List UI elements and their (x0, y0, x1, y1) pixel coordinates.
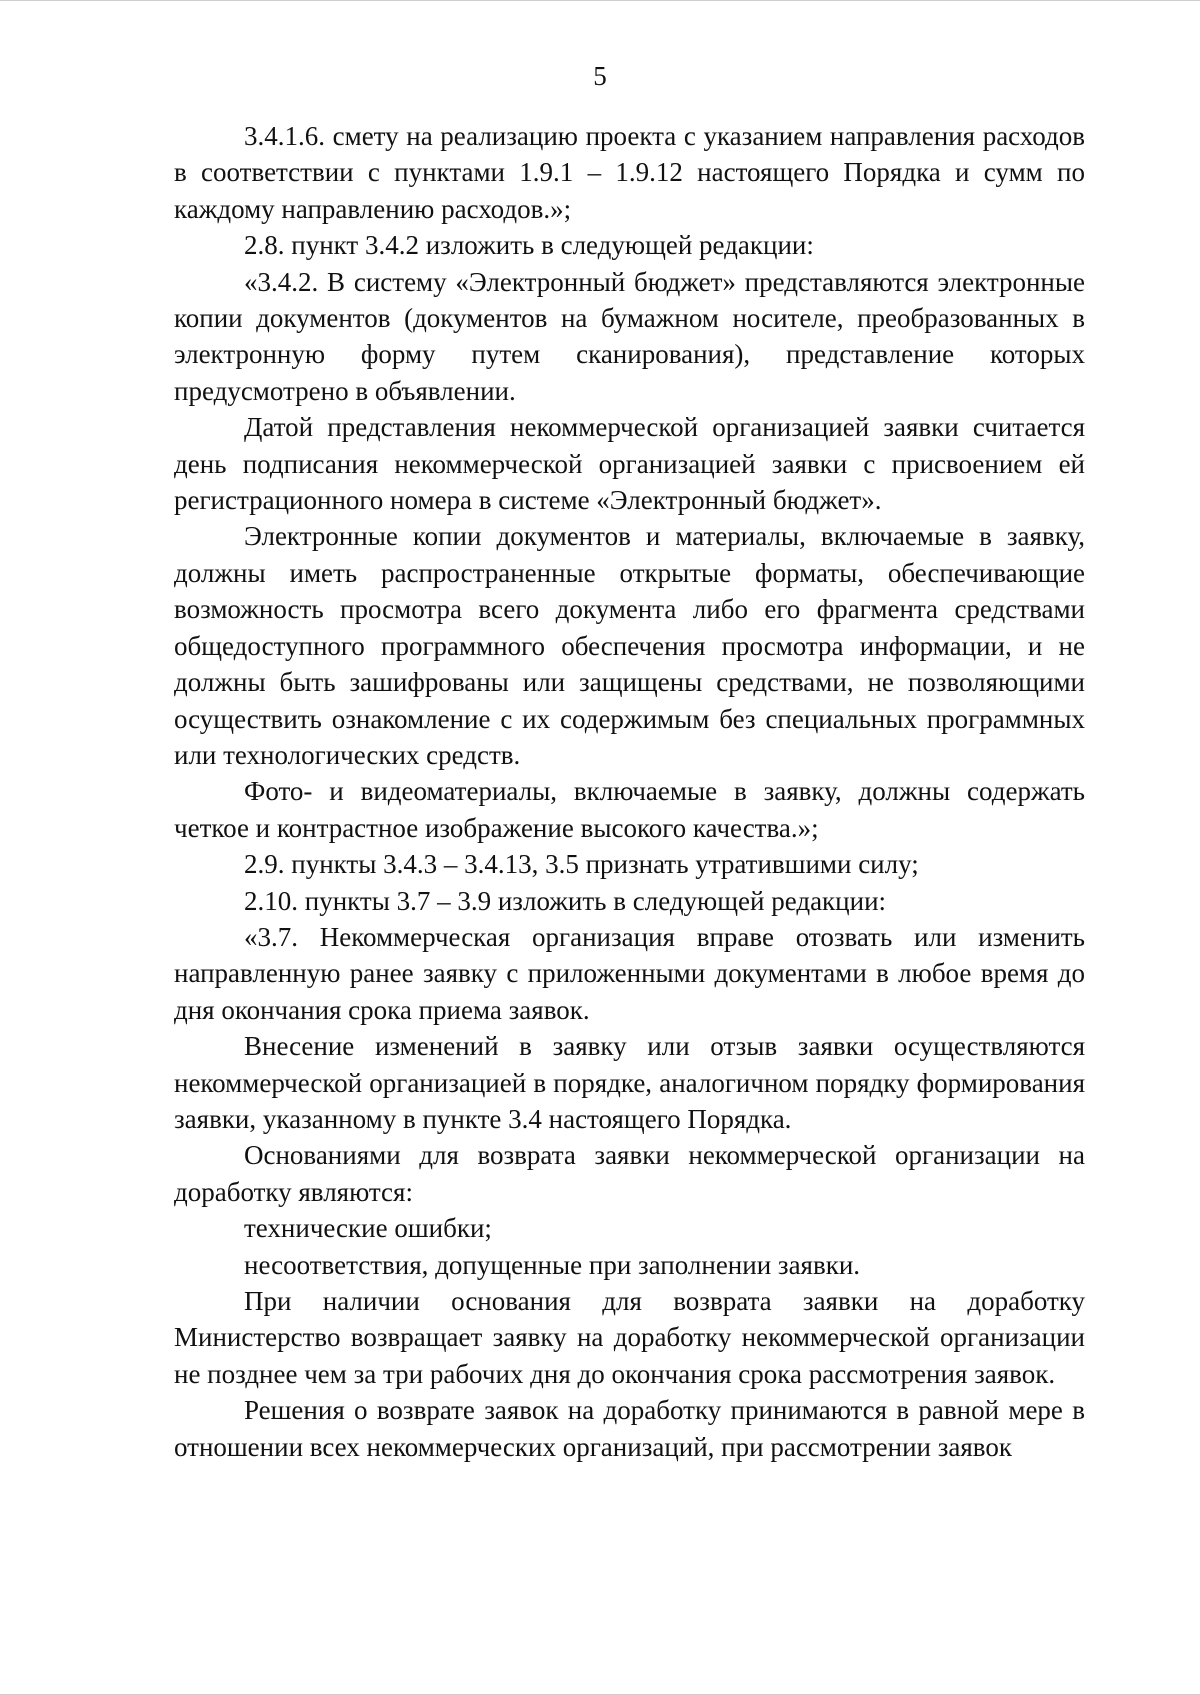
scan-edge-top (0, 0, 1200, 1)
paragraph-3-4-1-6: 3.4.1.6. смету на реализацию проекта с указанием направления расходов в соответствии с пунктами 1.9.1 – 1.9.12 настоящего Порядка и сумм по каждому направлению расходов.»; (174, 121, 1085, 224)
paragraph-submission-date: Датой представления некоммерческой организацией заявки считается день подписания некоммерческой организацией заявки с присвоением ей регистрационного номера в системе «Электронный бюджет». (174, 412, 1085, 516)
paragraph-photo-video: Фото- и видеоматериалы, включаемые в заявку, должны содержать четкое и контрастное изображение высокого качества.»; (174, 776, 1085, 843)
document-body (174, 118, 1085, 1465)
paragraph-3-4-2: «3.4.2. В систему «Электронный бюджет» представляются электронные копии документов (документов на бумажном носителе, преобразованных в электронную форму путем сканирования), представление которых предусмотрено в объявлении. (174, 266, 1085, 406)
paragraph-grounds: Основаниями для возврата заявки некоммерческой организации на доработку являются: (174, 1140, 1085, 1207)
paragraph-2-9: 2.9. пункты 3.4.3 – 3.4.13, 3.5 признать утратившими силу; (244, 849, 919, 880)
paragraph-2-8: 2.8. пункт 3.4.2 изложить в следующей редакции: (244, 230, 814, 261)
paragraph-2-10: 2.10. пункты 3.7 – 3.9 изложить в следующей редакции: (244, 885, 887, 916)
list-item-discrepancies: несоответствия, допущенные при заполнении заявки. (244, 1249, 861, 1280)
paragraph-return-decisions: Решения о возврате заявок на доработку принимаются в равной мере в отношении всех некоммерческих организаций, при рассмотрении заявок (174, 1395, 1085, 1462)
paragraph-3-7: «3.7. Некоммерческая организация вправе отозвать или изменить направленную ранее заявку с приложенными документами в любое время до дня окончания срока приема заявок. (174, 921, 1085, 1025)
page-number: 5 (593, 61, 607, 91)
paragraph-electronic-copies: Электронные копии документов и материалы, включаемые в заявку, должны иметь распространенные открытые форматы, обеспечивающие возможность просмотра всего документа либо его фрагмента средствами общедоступного программного обеспечения просмотра информации, и не должны быть зашифрованы или защищены средствами, не позволяющими осуществить ознакомление с их содержимым без специальных программных или технологических средств. (174, 521, 1085, 770)
paragraph-changes: Внесение изменений в заявку или отзыв заявки осуществляются некоммерческой организацией в порядке, аналогичном порядку формирования заявки, указанному в пункте 3.4 настоящего Порядка. (174, 1031, 1085, 1134)
paragraph-ministry-return: При наличии основания для возврата заявки на доработку Министерство возвращает заявку на доработку некоммерческой организации не позднее чем за три рабочих дня до окончания срока рассмотрения заявок. (174, 1286, 1085, 1389)
list-item-technical-errors: технические ошибки; (244, 1213, 492, 1244)
